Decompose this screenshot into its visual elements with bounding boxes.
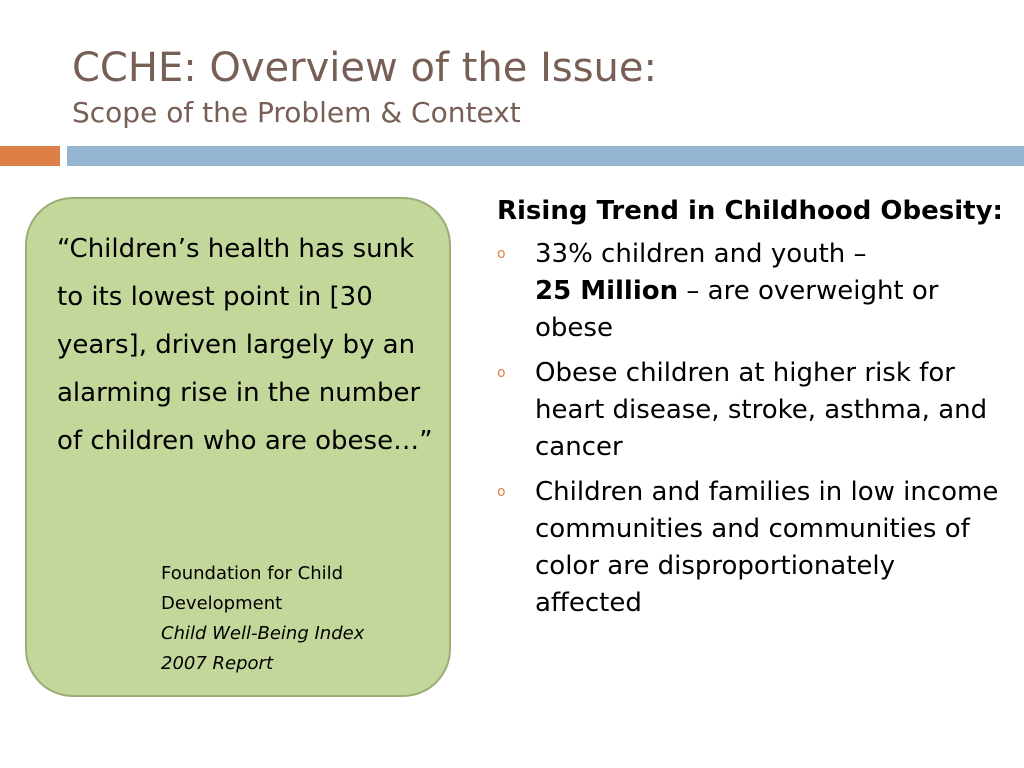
bullet-circle-icon: o xyxy=(497,365,506,381)
quote-box xyxy=(25,197,451,697)
citation-line: Development xyxy=(161,593,283,614)
bullet-circle-icon: o xyxy=(497,484,506,500)
slide-subtitle: Scope of the Problem & Context xyxy=(72,96,521,129)
citation-line: Child Well-Being Index xyxy=(161,623,365,644)
bullet-circle-icon: o xyxy=(497,246,506,262)
content-column xyxy=(497,194,1007,630)
bullet-item xyxy=(497,236,1007,347)
bullet-text: Obese children at higher risk for heart disease, stroke, asthma, and cancer xyxy=(535,358,988,462)
bullet-item xyxy=(497,474,1007,622)
slide-title: CCHE: Overview of the Issue: xyxy=(72,45,657,91)
quote-text: “Children’s health has sunk to its lowest point in [30 years], driven largely by an alarming rise in the number of children who are obese…” xyxy=(57,234,433,456)
content-heading: Rising Trend in Childhood Obesity: xyxy=(497,196,1003,226)
bullet-item xyxy=(497,355,1007,466)
bullet-text: – are overweight or obese xyxy=(535,276,939,343)
bullet-text: 33% children and youth – xyxy=(535,239,867,269)
bullet-emphasis: 25 Million xyxy=(535,276,679,306)
title-block xyxy=(72,44,657,130)
accent-bar-orange xyxy=(0,146,60,166)
accent-bar-blue xyxy=(67,146,1024,166)
citation-line: Foundation for Child xyxy=(161,563,344,584)
citation-line: 2007 Report xyxy=(161,653,274,674)
bullet-text: Children and families in low income communities and communities of color are disproportionately affected xyxy=(535,477,999,618)
quote-citation xyxy=(161,559,364,679)
bullet-list xyxy=(497,236,1007,622)
